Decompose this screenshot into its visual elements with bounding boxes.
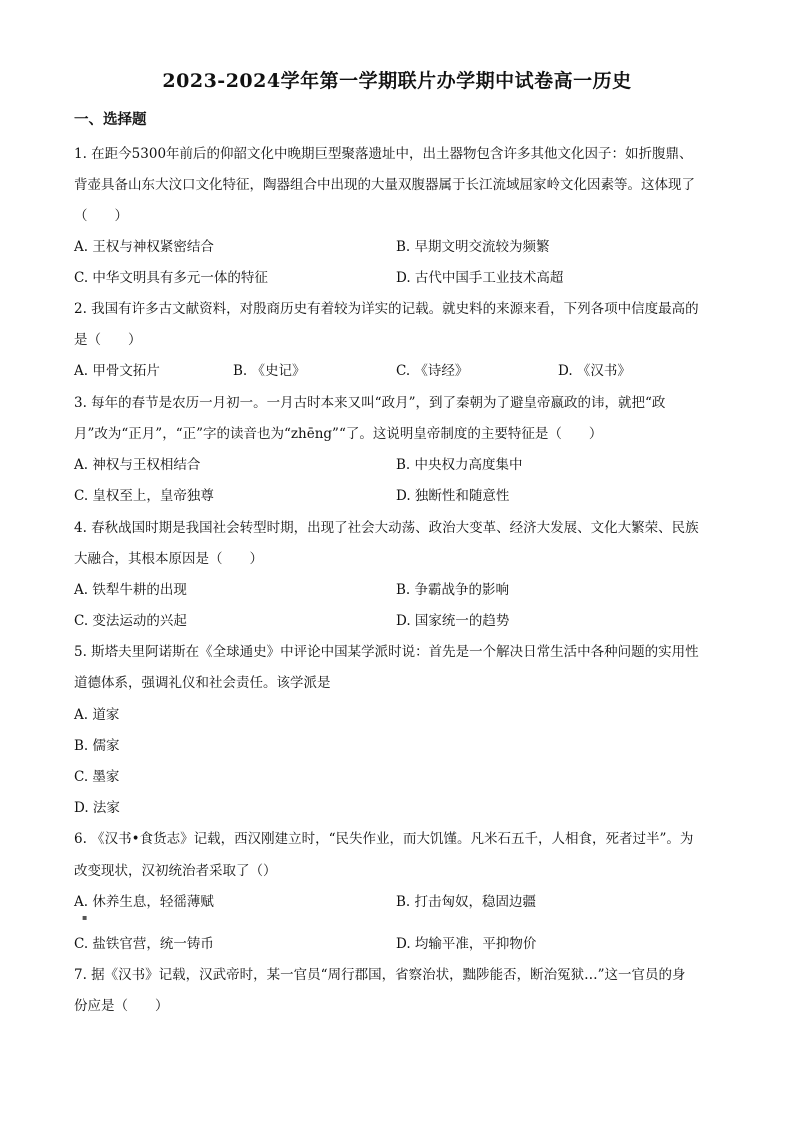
- question-3-option-b: B. 中央权力高度集中: [396, 457, 523, 473]
- question-3-option-c: C. 皇权至上，皇帝独尊: [74, 488, 214, 504]
- question-6-line-1: 6. 《汉书•食货志》记载，西汉刚建立时，“民失作业，而大饥馑。凡米石五千，人相食，死者过半”。为: [74, 831, 694, 847]
- question-5-line-1: 5. 斯塔夫里阿诺斯在《全球通史》中评论中国某学派时说：首先是一个解决日常生活中各种问题的实用性: [74, 644, 699, 660]
- question-1-line-3: （ ）: [74, 208, 128, 224]
- question-5-option-a: A. 道家: [74, 707, 120, 723]
- question-4-option-b: B. 争霸战争的影响: [396, 582, 510, 598]
- question-4-line-1: 4. 春秋战国时期是我国社会转型时期，出现了社会大动荡、政治大变革、经济大发展、文化大繁荣、民族: [74, 520, 699, 536]
- question-1-option-c: C. 中华文明具有多元一体的特征: [74, 270, 268, 286]
- page-title: 2023-2024学年第一学期联片办学期中试卷高一历史: [162, 70, 632, 92]
- question-5-line-2: 道德体系，强调礼仪和社会责任。该学派是: [74, 675, 331, 691]
- question-2-option-d: D. 《汉书》: [558, 363, 631, 379]
- question-6-option-b: B. 打击匈奴，稳固边疆: [396, 894, 537, 910]
- question-5-option-c: C. 墨家: [74, 769, 120, 785]
- question-6-option-c: C. 盐铁官营，统一铸币: [74, 936, 214, 952]
- question-2-line-1: 2. 我国有许多古文献资料，对殷商历史有着较为详实的记载。就史料的来源来看，下列各项中信度最高的: [74, 301, 699, 317]
- question-6-option-d: D. 均输平准，平抑物价: [396, 936, 537, 952]
- question-2-option-a: A. 甲骨文拓片: [74, 363, 160, 379]
- question-7-line-1: 7. 据《汉书》记载，汉武帝时，某一官员“周行郡国，省察治状，黜陟能否，断治冤狱…”这一官员的身: [74, 967, 686, 983]
- question-5-option-d: D. 法家: [74, 800, 120, 816]
- question-2-option-b: B. 《史记》: [233, 363, 306, 379]
- question-4-option-d: D. 国家统一的趋势: [396, 613, 510, 629]
- question-3-line-2: 月”改为“正月”，“正”字的读音也为“zhēng”“了。这说明皇帝制度的主要特征是（ ）: [74, 426, 603, 442]
- question-1-line-2: 背壶具备山东大汶口文化特征，陶器组合中出现的大量双腹器属于长江流域屈家岭文化因素等。这体现了: [74, 177, 695, 193]
- question-4-line-2: 大融合，其根本原因是（ ）: [74, 551, 263, 567]
- stray-mark: ▪: [82, 913, 88, 922]
- question-2-option-c: C. 《诗经》: [396, 363, 469, 379]
- question-4-option-c: C. 变法运动的兴起: [74, 613, 187, 629]
- question-2-line-2: 是（ ）: [74, 332, 142, 348]
- question-1-option-b: B. 早期文明交流较为频繁: [396, 239, 550, 255]
- section-heading: 一、选择题: [74, 111, 147, 128]
- question-4-option-a: A. 铁犁牛耕的出现: [74, 582, 187, 598]
- question-3-option-d: D. 独断性和随意性: [396, 488, 510, 504]
- question-1-option-d: D. 古代中国手工业技术高超: [396, 270, 564, 286]
- question-1-line-1: 1. 在距今5300年前后的仰韶文化中晚期巨型聚落遗址中，出土器物包含许多其他文化因子：如折腹鼎、: [74, 146, 693, 162]
- question-6-option-a: A. 休养生息，轻徭薄赋: [74, 894, 214, 910]
- question-1-option-a: A. 王权与神权紧密结合: [74, 239, 214, 255]
- question-3-line-1: 3. 每年的春节是农历一月初一。一月古时本来又叫“政月”，到了秦朝为了避皇帝嬴政的讳，就把“政: [74, 395, 666, 411]
- question-7-line-2: 份应是（ ）: [74, 998, 169, 1014]
- question-5-option-b: B. 儒家: [74, 738, 120, 754]
- question-6-line-2: 改变现状，汉初统治者采取了（）: [74, 863, 277, 879]
- question-3-option-a: A. 神权与王权相结合: [74, 457, 201, 473]
